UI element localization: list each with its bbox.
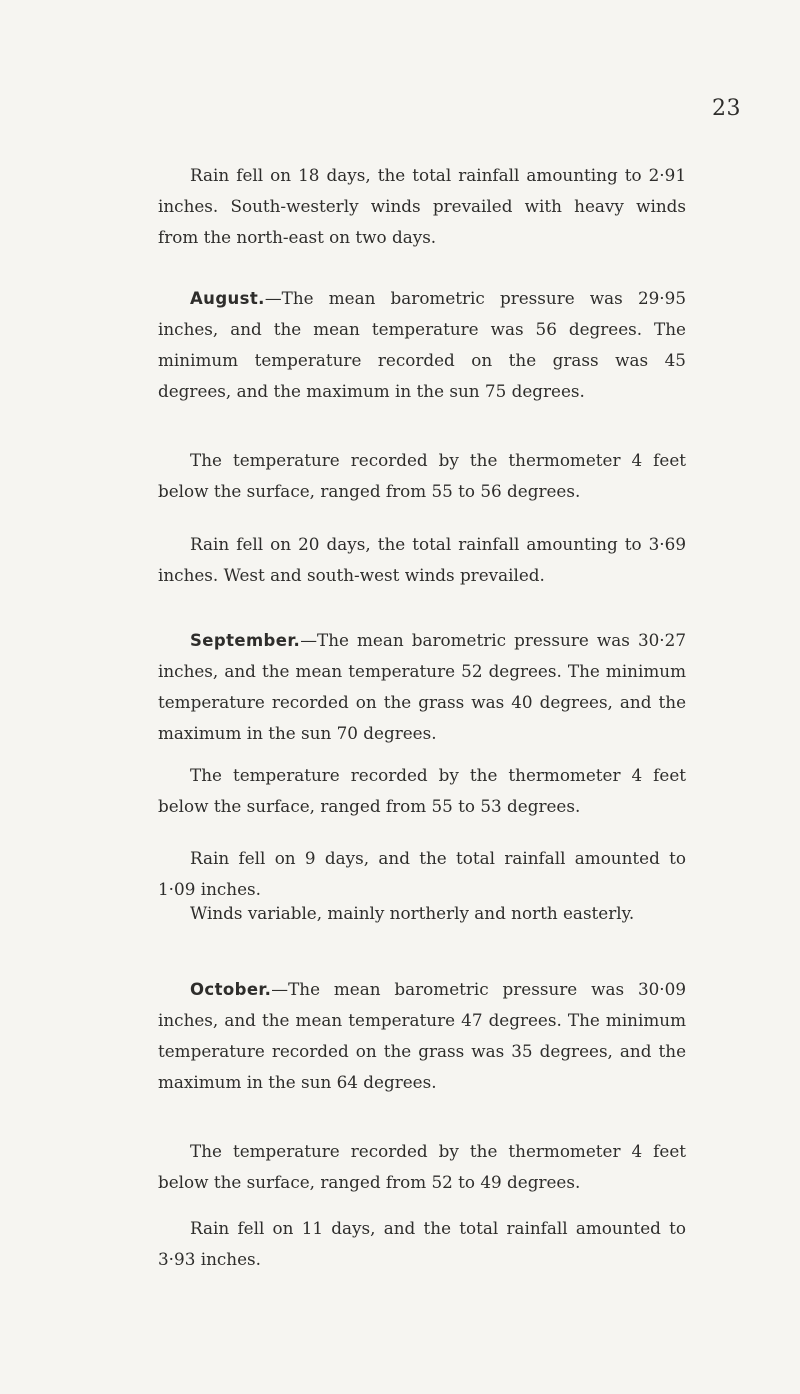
paragraph-october-ground-temperature (158, 1136, 686, 1198)
paragraph-august-ground-temperature (158, 445, 686, 507)
paragraph-text: Rain fell on 20 days, the total rainfall amounting to 3·69 inches. West and south-west winds prevailed. (158, 534, 686, 585)
paragraph-august-rain (158, 529, 686, 591)
paragraph-september-summary (158, 625, 686, 749)
paragraph-text: —The mean barometric pressure was 29·95 inches, and the mean temperature was 56 degrees. The minimum temperature recorded on the grass was 45 degrees, and the maximum in the sun 75 degrees. (158, 288, 686, 401)
paragraph-text: Winds variable, mainly northerly and north easterly. (190, 903, 635, 923)
paragraph-september-rain (158, 843, 686, 905)
paragraph-text: —The mean barometric pressure was 30·27 inches, and the mean temperature 52 degrees. The minimum temperature recorded on the grass was 40 degrees, and the maximum in the sun 70 degrees. (158, 630, 686, 743)
heading-august: August. (190, 289, 265, 308)
paragraph-october-summary (158, 974, 686, 1098)
paragraph-september-winds (158, 898, 686, 929)
paragraph-july-rain (158, 160, 686, 253)
paragraph-text: The temperature recorded by the thermometer 4 feet below the surface, ranged from 52 to 49 degrees. (158, 1141, 686, 1192)
paragraph-text: Rain fell on 18 days, the total rainfall amounting to 2·91 inches. South-westerly winds prevailed with heavy winds from the north-east on two days. (158, 165, 686, 247)
paragraph-text: Rain fell on 11 days, and the total rainfall amounted to 3·93 inches. (158, 1218, 686, 1269)
page-number: 23 (712, 96, 741, 121)
paragraph-text: The temperature recorded by the thermometer 4 feet below the surface, ranged from 55 to 53 degrees. (158, 765, 686, 816)
heading-september: September. (190, 631, 301, 650)
heading-october: October. (190, 980, 272, 999)
paragraph-october-rain (158, 1213, 686, 1275)
paragraph-text: The temperature recorded by the thermometer 4 feet below the surface, ranged from 55 to 56 degrees. (158, 450, 686, 501)
paragraph-september-ground-temperature (158, 760, 686, 822)
paragraph-august-summary (158, 283, 686, 407)
paragraph-text: —The mean barometric pressure was 30·09 inches, and the mean temperature 47 degrees. The minimum temperature recorded on the grass was 35 degrees, and the maximum in the sun 64 degrees. (158, 979, 686, 1092)
paragraph-text: Rain fell on 9 days, and the total rainfall amounted to 1·09 inches. (158, 848, 686, 899)
